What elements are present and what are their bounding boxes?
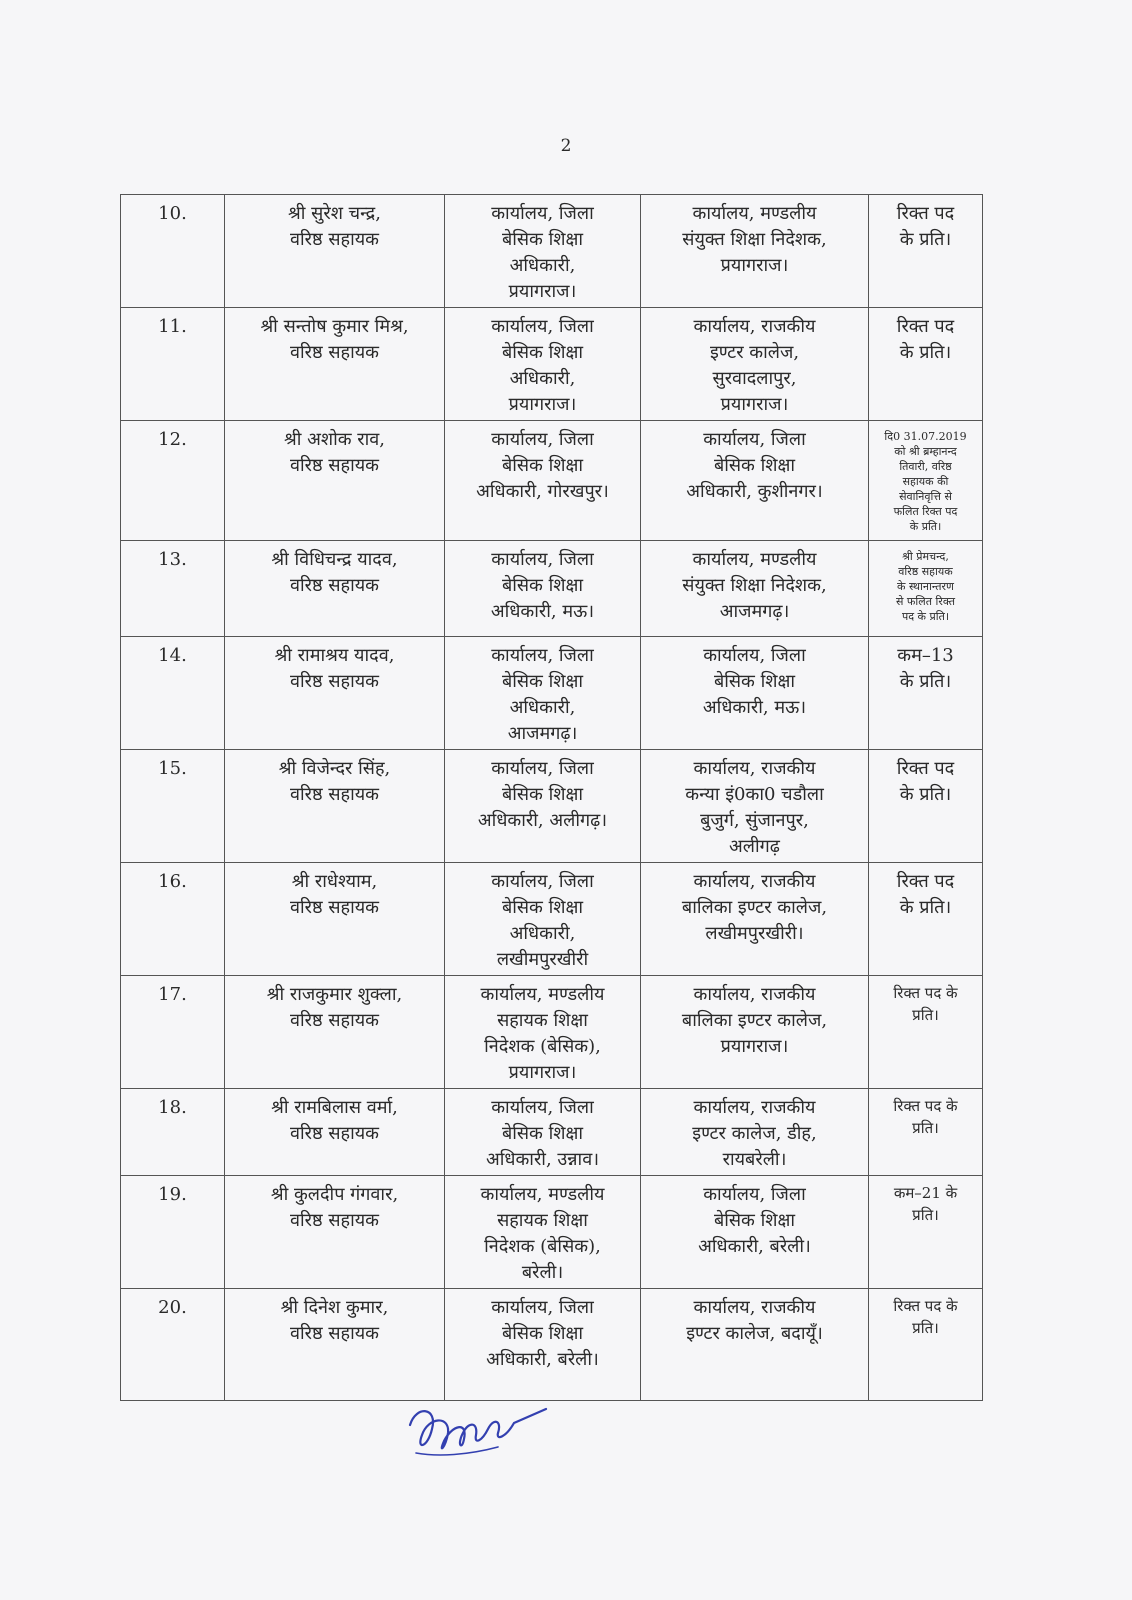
- current-posting-cell: [445, 1089, 641, 1176]
- cell-line: अधिकारी,: [509, 255, 576, 276]
- cell-line: लखीमपुरखीरी: [496, 949, 589, 970]
- cell-line: रिक्त पद: [896, 758, 955, 779]
- cell-line: कार्यालय, राजकीय: [693, 1097, 816, 1118]
- remarks-cell: [869, 541, 983, 637]
- cell-line: कार्यालय, जिला: [491, 316, 594, 337]
- cell-line: अधिकारी, मऊ।: [490, 601, 595, 622]
- cell-line: अधिकारी,: [509, 697, 576, 718]
- table-row: [121, 195, 983, 308]
- serial-number: 10.: [121, 195, 225, 308]
- table-row: [121, 750, 983, 863]
- serial-number: 16.: [121, 863, 225, 976]
- cell-line: सहायक शिक्षा: [497, 1210, 588, 1231]
- cell-line: कार्यालय, राजकीय: [693, 871, 816, 892]
- table-row: [121, 1289, 983, 1401]
- new-posting-cell: [641, 750, 869, 863]
- cell-line: बेसिक शिक्षा: [501, 455, 584, 476]
- cell-line: के स्थानान्तरण: [897, 580, 954, 593]
- cell-line: प्रयागराज।: [720, 394, 789, 415]
- cell-line: सेवानिवृत्ति से: [899, 490, 952, 503]
- cell-line: अधिकारी,: [509, 923, 576, 944]
- employee-designation: वरिष्ठ सहायक: [289, 342, 379, 363]
- employee-designation: वरिष्ठ सहायक: [289, 1123, 379, 1144]
- new-posting-cell: [641, 863, 869, 976]
- cell-line: संयुक्त शिक्षा निदेशक,: [682, 229, 827, 250]
- current-posting-cell: [445, 421, 641, 541]
- employee-designation: वरिष्ठ सहायक: [289, 1323, 379, 1344]
- cell-line: बेसिक शिक्षा: [713, 455, 796, 476]
- employee-designation: वरिष्ठ सहायक: [289, 455, 379, 476]
- table-row: [121, 308, 983, 421]
- cell-line: कार्यालय, मण्डलीय: [480, 984, 605, 1005]
- table-row: [121, 976, 983, 1089]
- cell-line: अधिकारी, बरेली।: [486, 1349, 599, 1370]
- cell-line: अधिकारी, अलीगढ़।: [477, 810, 608, 831]
- serial-number: 13.: [121, 541, 225, 637]
- cell-line: बेसिक शिक्षा: [713, 1210, 796, 1231]
- cell-line: अधिकारी, मऊ।: [702, 697, 807, 718]
- employee-name: श्री सुरेश चन्द्र,: [288, 203, 381, 224]
- cell-line: से फलित रिक्त: [895, 595, 955, 608]
- employee-cell: [225, 637, 445, 750]
- cell-line: संयुक्त शिक्षा निदेशक,: [682, 575, 827, 596]
- remarks-cell: [869, 1176, 983, 1289]
- cell-line: प्रति।: [912, 1119, 939, 1137]
- new-posting-cell: [641, 195, 869, 308]
- cell-line: कार्यालय, जिला: [491, 1097, 594, 1118]
- page-number: 2: [560, 136, 572, 156]
- employee-cell: [225, 1089, 445, 1176]
- employee-cell: [225, 976, 445, 1089]
- cell-line: अलीगढ़: [729, 836, 780, 857]
- new-posting-cell: [641, 308, 869, 421]
- cell-line: बेसिक शिक्षा: [501, 784, 584, 805]
- cell-line: लखीमपुरखीरी।: [705, 923, 804, 944]
- cell-line: फलित रिक्त पद: [893, 505, 958, 518]
- employee-name: श्री दिनेश कुमार,: [280, 1297, 389, 1318]
- cell-line: कार्यालय, राजकीय: [693, 984, 816, 1005]
- serial-number: 20.: [121, 1289, 225, 1401]
- employee-designation: वरिष्ठ सहायक: [289, 897, 379, 918]
- employee-name: श्री विजेन्दर सिंह,: [278, 758, 391, 779]
- new-posting-cell: [641, 1089, 869, 1176]
- cell-line: अधिकारी, बरेली।: [698, 1236, 811, 1257]
- cell-line: बेसिक शिक्षा: [713, 671, 796, 692]
- cell-line: कार्यालय, जिला: [491, 549, 594, 570]
- cell-line: सहायक की: [902, 475, 949, 488]
- new-posting-cell: [641, 421, 869, 541]
- cell-line: प्रति।: [912, 1006, 939, 1024]
- cell-line: कार्यालय, जिला: [703, 1184, 806, 1205]
- cell-line: आजमगढ़।: [719, 601, 790, 622]
- employee-designation: वरिष्ठ सहायक: [289, 784, 379, 805]
- cell-line: अधिकारी, गोरखपुर।: [476, 481, 609, 502]
- serial-number: 12.: [121, 421, 225, 541]
- remarks-cell: [869, 421, 983, 541]
- cell-line: कार्यालय, मण्डलीय: [692, 549, 817, 570]
- cell-line: दि0 31.07.2019: [884, 430, 967, 443]
- cell-line: अधिकारी, कुशीनगर।: [686, 481, 823, 502]
- cell-line: श्री प्रेमचन्द,: [902, 550, 949, 563]
- table-row: [121, 637, 983, 750]
- signature: [398, 1395, 558, 1465]
- cell-line: बालिका इण्टर कालेज,: [681, 897, 828, 918]
- cell-line: सहायक शिक्षा: [497, 1010, 588, 1031]
- table-row: [121, 1089, 983, 1176]
- cell-line: कार्यालय, जिला: [491, 645, 594, 666]
- employee-cell: [225, 421, 445, 541]
- employee-designation: वरिष्ठ सहायक: [289, 1210, 379, 1231]
- table-row: [121, 541, 983, 637]
- employee-cell: [225, 308, 445, 421]
- employee-name: श्री रामाश्रय यादव,: [274, 645, 395, 666]
- cell-line: बेसिक शिक्षा: [501, 575, 584, 596]
- cell-line: कार्यालय, जिला: [703, 645, 806, 666]
- employee-name: श्री राधेश्याम,: [291, 871, 378, 892]
- cell-line: कार्यालय, राजकीय: [693, 316, 816, 337]
- cell-line: निदेशक (बेसिक),: [484, 1036, 601, 1057]
- cell-line: बेसिक शिक्षा: [501, 671, 584, 692]
- employee-name: श्री रामबिलास वर्मा,: [271, 1097, 398, 1118]
- cell-line: रिक्त पद के: [893, 1097, 958, 1115]
- remarks-cell: [869, 195, 983, 308]
- employee-name: श्री कुलदीप गंगवार,: [270, 1184, 399, 1205]
- cell-line: बेसिक शिक्षा: [501, 229, 584, 250]
- cell-line: के प्रति।: [899, 784, 952, 805]
- serial-number: 14.: [121, 637, 225, 750]
- new-posting-cell: [641, 637, 869, 750]
- cell-line: कार्यालय, जिला: [491, 871, 594, 892]
- cell-line: प्रति।: [912, 1319, 939, 1337]
- cell-line: बेसिक शिक्षा: [501, 897, 584, 918]
- cell-line: कम–13: [897, 645, 954, 666]
- cell-line: इण्टर कालेज, डीह,: [692, 1123, 817, 1144]
- new-posting-cell: [641, 1289, 869, 1401]
- cell-line: रिक्त पद के: [893, 1297, 958, 1315]
- cell-line: कार्यालय, राजकीय: [693, 1297, 816, 1318]
- cell-line: इण्टर कालेज, बदायूँ।: [686, 1323, 823, 1344]
- employee-cell: [225, 1289, 445, 1401]
- remarks-cell: [869, 637, 983, 750]
- cell-line: बेसिक शिक्षा: [501, 1323, 584, 1344]
- employee-cell: [225, 750, 445, 863]
- cell-line: प्रयागराज।: [720, 1036, 789, 1057]
- current-posting-cell: [445, 541, 641, 637]
- remarks-cell: [869, 1089, 983, 1176]
- current-posting-cell: [445, 1176, 641, 1289]
- employee-name: श्री सन्तोष कुमार मिश्र,: [260, 316, 409, 337]
- cell-line: रिक्त पद: [896, 871, 955, 892]
- cell-line: कार्यालय, मण्डलीय: [480, 1184, 605, 1205]
- employee-designation: वरिष्ठ सहायक: [289, 575, 379, 596]
- cell-line: कन्या इं0का0 चडौला: [685, 784, 824, 805]
- cell-line: कार्यालय, जिला: [703, 429, 806, 450]
- cell-line: कार्यालय, राजकीय: [693, 758, 816, 779]
- table-body: [121, 195, 983, 1401]
- cell-line: के प्रति।: [909, 520, 942, 533]
- cell-line: प्रयागराज।: [720, 255, 789, 276]
- serial-number: 17.: [121, 976, 225, 1089]
- employee-name: श्री अशोक राव,: [283, 429, 386, 450]
- cell-line: निदेशक (बेसिक),: [484, 1236, 601, 1257]
- cell-line: के प्रति।: [899, 671, 952, 692]
- current-posting-cell: [445, 976, 641, 1089]
- employee-designation: वरिष्ठ सहायक: [289, 671, 379, 692]
- serial-number: 15.: [121, 750, 225, 863]
- employee-cell: [225, 195, 445, 308]
- serial-number: 18.: [121, 1089, 225, 1176]
- cell-line: कार्यालय, जिला: [491, 758, 594, 779]
- cell-line: प्रयागराज।: [508, 281, 577, 302]
- cell-line: रायबरेली।: [722, 1149, 787, 1170]
- serial-number: 11.: [121, 308, 225, 421]
- current-posting-cell: [445, 863, 641, 976]
- remarks-cell: [869, 863, 983, 976]
- cell-line: पद के प्रति।: [901, 610, 950, 623]
- new-posting-cell: [641, 976, 869, 1089]
- cell-line: कार्यालय, जिला: [491, 203, 594, 224]
- table-row: [121, 863, 983, 976]
- cell-line: प्रयागराज।: [508, 394, 577, 415]
- employee-cell: [225, 541, 445, 637]
- current-posting-cell: [445, 750, 641, 863]
- cell-line: रिक्त पद: [896, 316, 955, 337]
- transfer-table: [120, 194, 983, 1401]
- cell-line: सुरवादलापुर,: [712, 368, 797, 389]
- remarks-cell: [869, 750, 983, 863]
- current-posting-cell: [445, 1289, 641, 1401]
- cell-line: कार्यालय, जिला: [491, 429, 594, 450]
- cell-line: रिक्त पद के: [893, 984, 958, 1002]
- cell-line: के प्रति।: [899, 897, 952, 918]
- table-row: [121, 421, 983, 541]
- cell-line: बेसिक शिक्षा: [501, 1123, 584, 1144]
- employee-designation: वरिष्ठ सहायक: [289, 229, 379, 250]
- employee-name: श्री राजकुमार शुक्ला,: [266, 984, 403, 1005]
- new-posting-cell: [641, 541, 869, 637]
- employee-cell: [225, 863, 445, 976]
- cell-line: कार्यालय, मण्डलीय: [692, 203, 817, 224]
- employee-designation: वरिष्ठ सहायक: [289, 1010, 379, 1031]
- cell-line: तिवारी, वरिष्ठ: [899, 460, 952, 473]
- cell-line: रिक्त पद: [896, 203, 955, 224]
- remarks-cell: [869, 976, 983, 1089]
- employee-cell: [225, 1176, 445, 1289]
- cell-line: वरिष्ठ सहायक: [898, 565, 953, 578]
- cell-line: के प्रति।: [899, 342, 952, 363]
- cell-line: के प्रति।: [899, 229, 952, 250]
- cell-line: बालिका इण्टर कालेज,: [681, 1010, 828, 1031]
- cell-line: प्रति।: [912, 1206, 939, 1224]
- cell-line: प्रयागराज।: [508, 1062, 577, 1083]
- current-posting-cell: [445, 637, 641, 750]
- cell-line: आजमगढ़।: [507, 723, 578, 744]
- cell-line: कार्यालय, जिला: [491, 1297, 594, 1318]
- remarks-cell: [869, 308, 983, 421]
- cell-line: बेसिक शिक्षा: [501, 342, 584, 363]
- cell-line: अधिकारी,: [509, 368, 576, 389]
- cell-line: को श्री ब्रम्हानन्द: [894, 445, 957, 458]
- cell-line: इण्टर कालेज,: [709, 342, 800, 363]
- table-row: [121, 1176, 983, 1289]
- new-posting-cell: [641, 1176, 869, 1289]
- current-posting-cell: [445, 195, 641, 308]
- cell-line: बरेली।: [521, 1262, 564, 1283]
- cell-line: अधिकारी, उन्नाव।: [485, 1149, 600, 1170]
- employee-name: श्री विधिचन्द्र यादव,: [271, 549, 398, 570]
- current-posting-cell: [445, 308, 641, 421]
- cell-line: बुजुर्ग, सुंजानपुर,: [700, 810, 809, 831]
- cell-line: कम–21 के: [893, 1184, 958, 1202]
- remarks-cell: [869, 1289, 983, 1401]
- serial-number: 19.: [121, 1176, 225, 1289]
